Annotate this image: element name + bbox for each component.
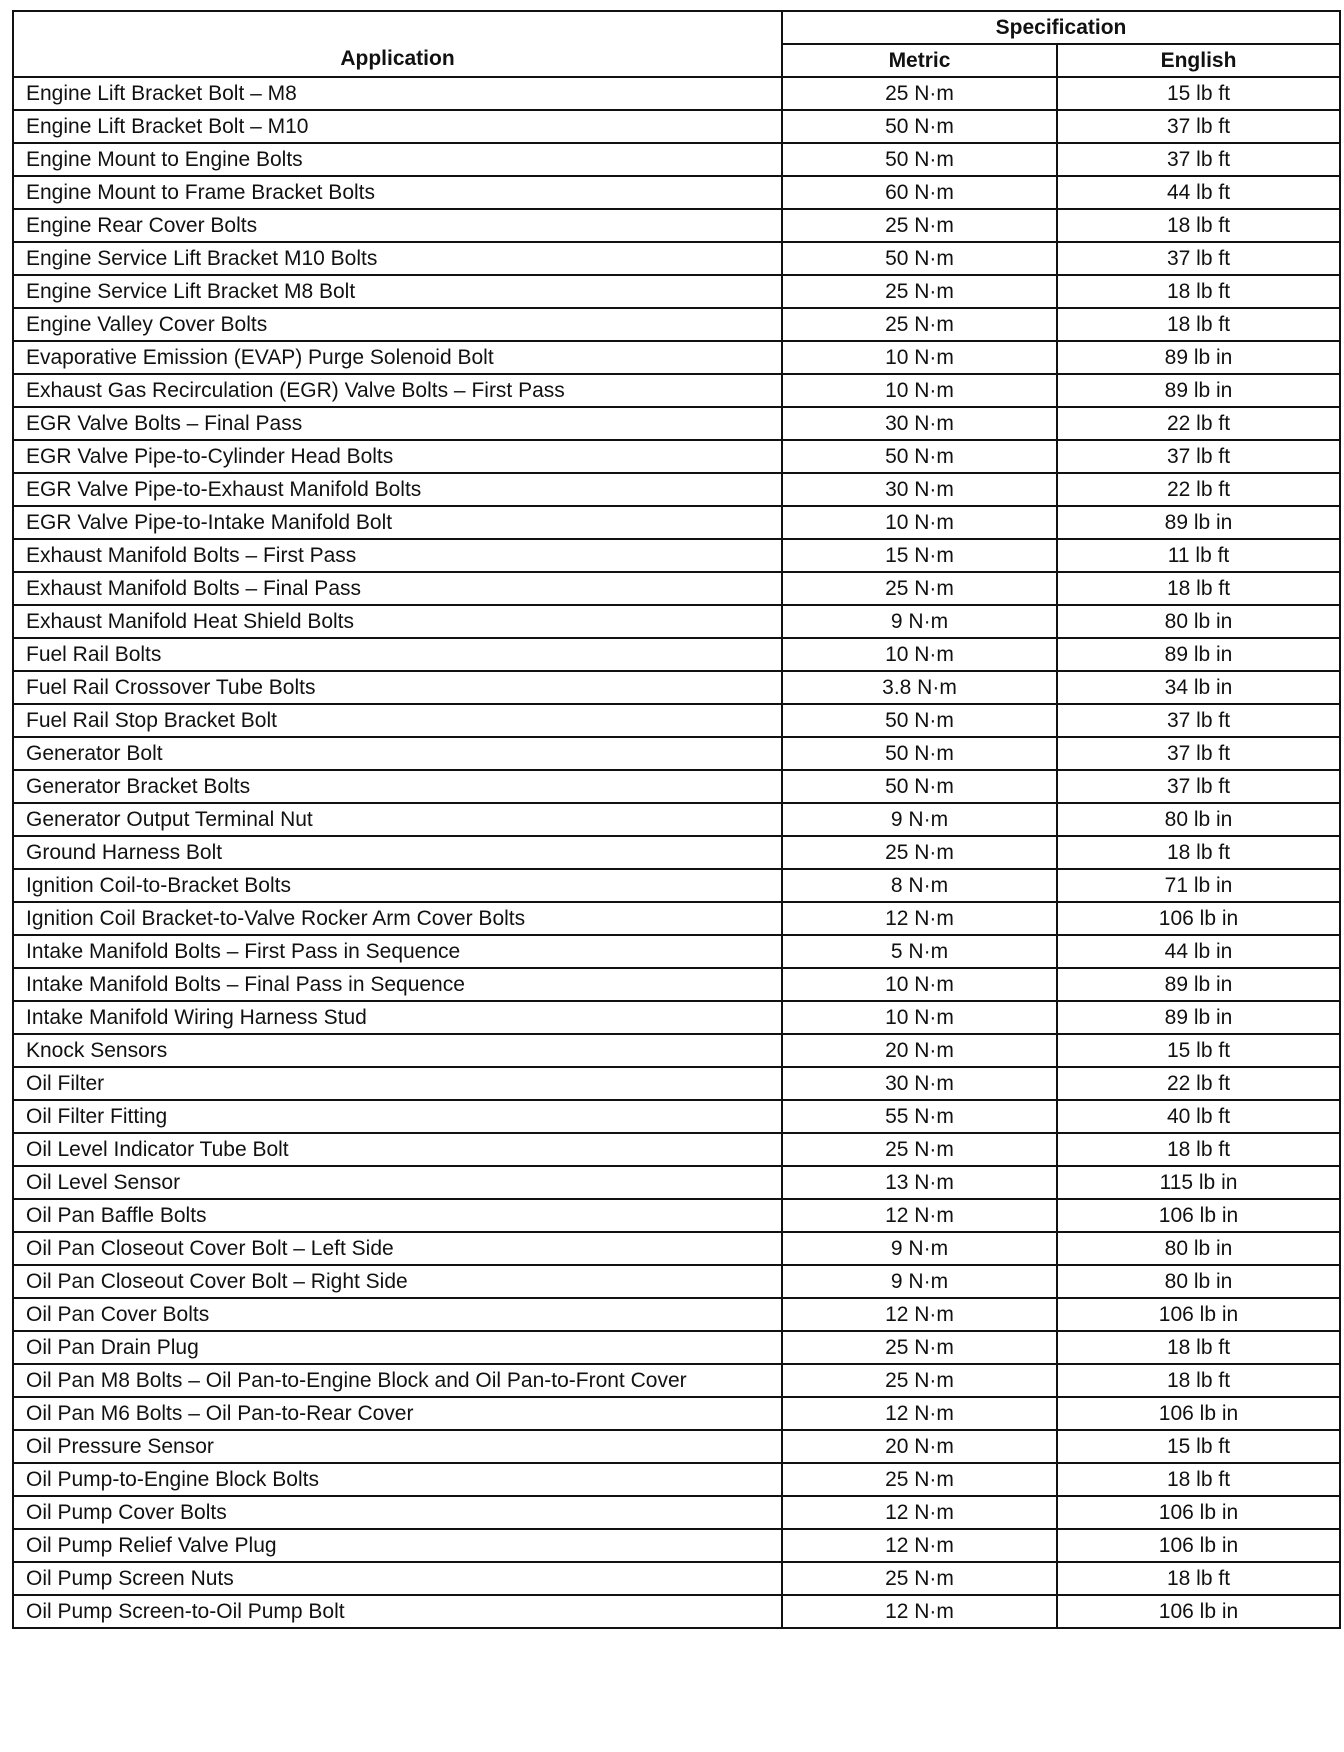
application-cell: Exhaust Manifold Bolts – First Pass (13, 539, 782, 572)
table-row (13, 1298, 1340, 1331)
english-cell: 18 lb ft (1057, 1562, 1340, 1595)
metric-cell: 25 N·m (782, 1463, 1057, 1496)
application-cell: Engine Rear Cover Bolts (13, 209, 782, 242)
table-row (13, 1463, 1340, 1496)
metric-cell: 10 N·m (782, 506, 1057, 539)
application-cell: Evaporative Emission (EVAP) Purge Solenoid Bolt (13, 341, 782, 374)
application-cell: Generator Output Terminal Nut (13, 803, 782, 836)
metric-cell: 25 N·m (782, 275, 1057, 308)
table-row (13, 902, 1340, 935)
metric-cell: 15 N·m (782, 539, 1057, 572)
table-row (13, 1199, 1340, 1232)
metric-cell: 10 N·m (782, 638, 1057, 671)
table-row (13, 143, 1340, 176)
table-row (13, 77, 1340, 110)
table-row (13, 770, 1340, 803)
application-cell: Ground Harness Bolt (13, 836, 782, 869)
metric-cell: 25 N·m (782, 1133, 1057, 1166)
english-cell: 89 lb in (1057, 968, 1340, 1001)
table-row (13, 1595, 1340, 1628)
table-row (13, 803, 1340, 836)
table-row (13, 1529, 1340, 1562)
english-cell: 34 lb in (1057, 671, 1340, 704)
application-cell: Oil Filter Fitting (13, 1100, 782, 1133)
table-row (13, 737, 1340, 770)
metric-cell: 10 N·m (782, 341, 1057, 374)
application-column-header: Application (13, 11, 782, 77)
table-row (13, 605, 1340, 638)
english-cell: 106 lb in (1057, 1298, 1340, 1331)
english-cell: 89 lb in (1057, 506, 1340, 539)
metric-cell: 10 N·m (782, 968, 1057, 1001)
metric-cell: 5 N·m (782, 935, 1057, 968)
table-row (13, 308, 1340, 341)
metric-cell: 20 N·m (782, 1034, 1057, 1067)
english-cell: 37 lb ft (1057, 770, 1340, 803)
english-cell: 22 lb ft (1057, 473, 1340, 506)
table-row (13, 968, 1340, 1001)
metric-cell: 10 N·m (782, 1001, 1057, 1034)
metric-cell: 25 N·m (782, 308, 1057, 341)
application-cell: Exhaust Manifold Heat Shield Bolts (13, 605, 782, 638)
metric-cell: 8 N·m (782, 869, 1057, 902)
application-cell: Oil Pan Closeout Cover Bolt – Right Side (13, 1265, 782, 1298)
application-cell: EGR Valve Pipe-to-Intake Manifold Bolt (13, 506, 782, 539)
application-cell: Intake Manifold Bolts – First Pass in Sequence (13, 935, 782, 968)
english-cell: 18 lb ft (1057, 1463, 1340, 1496)
table-body (13, 77, 1340, 1628)
application-cell: Fuel Rail Crossover Tube Bolts (13, 671, 782, 704)
table-row (13, 176, 1340, 209)
table-row (13, 1496, 1340, 1529)
table-row (13, 242, 1340, 275)
table-row (13, 1331, 1340, 1364)
english-cell: 18 lb ft (1057, 275, 1340, 308)
metric-cell: 25 N·m (782, 836, 1057, 869)
application-cell: Oil Pan Baffle Bolts (13, 1199, 782, 1232)
metric-cell: 50 N·m (782, 110, 1057, 143)
english-cell: 22 lb ft (1057, 407, 1340, 440)
metric-cell: 25 N·m (782, 572, 1057, 605)
english-cell: 18 lb ft (1057, 308, 1340, 341)
table-row (13, 836, 1340, 869)
english-cell: 18 lb ft (1057, 836, 1340, 869)
table-row (13, 374, 1340, 407)
english-cell: 80 lb in (1057, 1232, 1340, 1265)
application-cell: Ignition Coil-to-Bracket Bolts (13, 869, 782, 902)
table-row (13, 473, 1340, 506)
metric-cell: 12 N·m (782, 1397, 1057, 1430)
application-cell: Engine Service Lift Bracket M10 Bolts (13, 242, 782, 275)
table-row (13, 1100, 1340, 1133)
metric-cell: 25 N·m (782, 1562, 1057, 1595)
metric-cell: 12 N·m (782, 1595, 1057, 1628)
application-cell: Engine Lift Bracket Bolt – M10 (13, 110, 782, 143)
application-cell: Oil Pump Cover Bolts (13, 1496, 782, 1529)
english-cell: 89 lb in (1057, 374, 1340, 407)
application-cell: Engine Mount to Frame Bracket Bolts (13, 176, 782, 209)
application-cell: Generator Bolt (13, 737, 782, 770)
metric-cell: 50 N·m (782, 242, 1057, 275)
table-row (13, 572, 1340, 605)
application-cell: Oil Pressure Sensor (13, 1430, 782, 1463)
metric-cell: 30 N·m (782, 1067, 1057, 1100)
application-cell: Oil Level Sensor (13, 1166, 782, 1199)
table-row (13, 1133, 1340, 1166)
english-cell: 11 lb ft (1057, 539, 1340, 572)
torque-spec-table (12, 10, 1341, 1629)
english-cell: 37 lb ft (1057, 110, 1340, 143)
metric-cell: 25 N·m (782, 77, 1057, 110)
metric-cell: 9 N·m (782, 803, 1057, 836)
application-cell: Oil Pan Cover Bolts (13, 1298, 782, 1331)
application-cell: EGR Valve Pipe-to-Cylinder Head Bolts (13, 440, 782, 473)
metric-cell: 12 N·m (782, 1496, 1057, 1529)
english-cell: 22 lb ft (1057, 1067, 1340, 1100)
english-cell: 89 lb in (1057, 638, 1340, 671)
table-row (13, 275, 1340, 308)
english-cell: 18 lb ft (1057, 1331, 1340, 1364)
application-cell: Oil Filter (13, 1067, 782, 1100)
english-cell: 37 lb ft (1057, 440, 1340, 473)
english-cell: 44 lb in (1057, 935, 1340, 968)
english-cell: 106 lb in (1057, 902, 1340, 935)
english-cell: 106 lb in (1057, 1397, 1340, 1430)
metric-cell: 3.8 N·m (782, 671, 1057, 704)
table-row (13, 671, 1340, 704)
metric-cell: 25 N·m (782, 1331, 1057, 1364)
english-column-header: English (1057, 44, 1340, 77)
table-row (13, 704, 1340, 737)
table-row (13, 1067, 1340, 1100)
application-cell: Fuel Rail Bolts (13, 638, 782, 671)
english-cell: 106 lb in (1057, 1199, 1340, 1232)
application-cell: Engine Valley Cover Bolts (13, 308, 782, 341)
application-cell: Engine Service Lift Bracket M8 Bolt (13, 275, 782, 308)
metric-column-header: Metric (782, 44, 1057, 77)
metric-cell: 25 N·m (782, 1364, 1057, 1397)
metric-cell: 30 N·m (782, 473, 1057, 506)
english-cell: 80 lb in (1057, 605, 1340, 638)
english-cell: 15 lb ft (1057, 1034, 1340, 1067)
table-header (13, 11, 1340, 77)
english-cell: 37 lb ft (1057, 737, 1340, 770)
metric-cell: 50 N·m (782, 143, 1057, 176)
application-cell: Intake Manifold Wiring Harness Stud (13, 1001, 782, 1034)
metric-cell: 25 N·m (782, 209, 1057, 242)
table-row (13, 1034, 1340, 1067)
application-cell: Generator Bracket Bolts (13, 770, 782, 803)
english-cell: 115 lb in (1057, 1166, 1340, 1199)
english-cell: 37 lb ft (1057, 242, 1340, 275)
application-cell: Exhaust Manifold Bolts – Final Pass (13, 572, 782, 605)
application-cell: Engine Mount to Engine Bolts (13, 143, 782, 176)
metric-cell: 50 N·m (782, 737, 1057, 770)
table-row (13, 110, 1340, 143)
english-cell: 18 lb ft (1057, 209, 1340, 242)
application-cell: Oil Pump Screen-to-Oil Pump Bolt (13, 1595, 782, 1628)
table-row (13, 1232, 1340, 1265)
table-row (13, 1397, 1340, 1430)
english-cell: 106 lb in (1057, 1595, 1340, 1628)
metric-cell: 20 N·m (782, 1430, 1057, 1463)
metric-cell: 60 N·m (782, 176, 1057, 209)
metric-cell: 50 N·m (782, 440, 1057, 473)
application-cell: EGR Valve Bolts – Final Pass (13, 407, 782, 440)
english-cell: 44 lb ft (1057, 176, 1340, 209)
metric-cell: 9 N·m (782, 1232, 1057, 1265)
metric-cell: 10 N·m (782, 374, 1057, 407)
application-cell: Oil Pan Drain Plug (13, 1331, 782, 1364)
table-row (13, 506, 1340, 539)
english-cell: 80 lb in (1057, 1265, 1340, 1298)
application-cell: Ignition Coil Bracket-to-Valve Rocker Arm Cover Bolts (13, 902, 782, 935)
table-row (13, 440, 1340, 473)
application-cell: EGR Valve Pipe-to-Exhaust Manifold Bolts (13, 473, 782, 506)
application-cell: Knock Sensors (13, 1034, 782, 1067)
metric-cell: 12 N·m (782, 1529, 1057, 1562)
english-cell: 37 lb ft (1057, 143, 1340, 176)
english-cell: 15 lb ft (1057, 77, 1340, 110)
metric-cell: 50 N·m (782, 770, 1057, 803)
english-cell: 18 lb ft (1057, 1133, 1340, 1166)
application-cell: Oil Pump Relief Valve Plug (13, 1529, 782, 1562)
table-row (13, 1001, 1340, 1034)
english-cell: 89 lb in (1057, 1001, 1340, 1034)
application-cell: Oil Pump Screen Nuts (13, 1562, 782, 1595)
english-cell: 89 lb in (1057, 341, 1340, 374)
table-row (13, 1166, 1340, 1199)
table-row (13, 935, 1340, 968)
metric-cell: 12 N·m (782, 1199, 1057, 1232)
metric-cell: 13 N·m (782, 1166, 1057, 1199)
metric-cell: 12 N·m (782, 902, 1057, 935)
english-cell: 18 lb ft (1057, 1364, 1340, 1397)
table-row (13, 1364, 1340, 1397)
table-row (13, 1562, 1340, 1595)
english-cell: 106 lb in (1057, 1529, 1340, 1562)
application-cell: Oil Pan Closeout Cover Bolt – Left Side (13, 1232, 782, 1265)
table-row (13, 869, 1340, 902)
metric-cell: 12 N·m (782, 1298, 1057, 1331)
table-row (13, 638, 1340, 671)
application-cell: Engine Lift Bracket Bolt – M8 (13, 77, 782, 110)
english-cell: 18 lb ft (1057, 572, 1340, 605)
english-cell: 15 lb ft (1057, 1430, 1340, 1463)
application-cell: Oil Pan M8 Bolts – Oil Pan-to-Engine Block and Oil Pan-to-Front Cover (13, 1364, 782, 1397)
english-cell: 37 lb ft (1057, 704, 1340, 737)
metric-cell: 9 N·m (782, 1265, 1057, 1298)
english-cell: 80 lb in (1057, 803, 1340, 836)
torque-spec-page (12, 10, 1341, 1629)
metric-cell: 9 N·m (782, 605, 1057, 638)
metric-cell: 55 N·m (782, 1100, 1057, 1133)
application-cell: Exhaust Gas Recirculation (EGR) Valve Bolts – First Pass (13, 374, 782, 407)
application-cell: Oil Pump-to-Engine Block Bolts (13, 1463, 782, 1496)
english-cell: 40 lb ft (1057, 1100, 1340, 1133)
english-cell: 71 lb in (1057, 869, 1340, 902)
specification-column-header: Specification (782, 11, 1340, 44)
application-cell: Fuel Rail Stop Bracket Bolt (13, 704, 782, 737)
metric-cell: 30 N·m (782, 407, 1057, 440)
application-cell: Oil Level Indicator Tube Bolt (13, 1133, 782, 1166)
table-row (13, 341, 1340, 374)
table-row (13, 1265, 1340, 1298)
english-cell: 106 lb in (1057, 1496, 1340, 1529)
table-row (13, 407, 1340, 440)
table-row (13, 539, 1340, 572)
table-row (13, 1430, 1340, 1463)
application-cell: Intake Manifold Bolts – Final Pass in Sequence (13, 968, 782, 1001)
metric-cell: 50 N·m (782, 704, 1057, 737)
application-cell: Oil Pan M6 Bolts – Oil Pan-to-Rear Cover (13, 1397, 782, 1430)
table-row (13, 209, 1340, 242)
